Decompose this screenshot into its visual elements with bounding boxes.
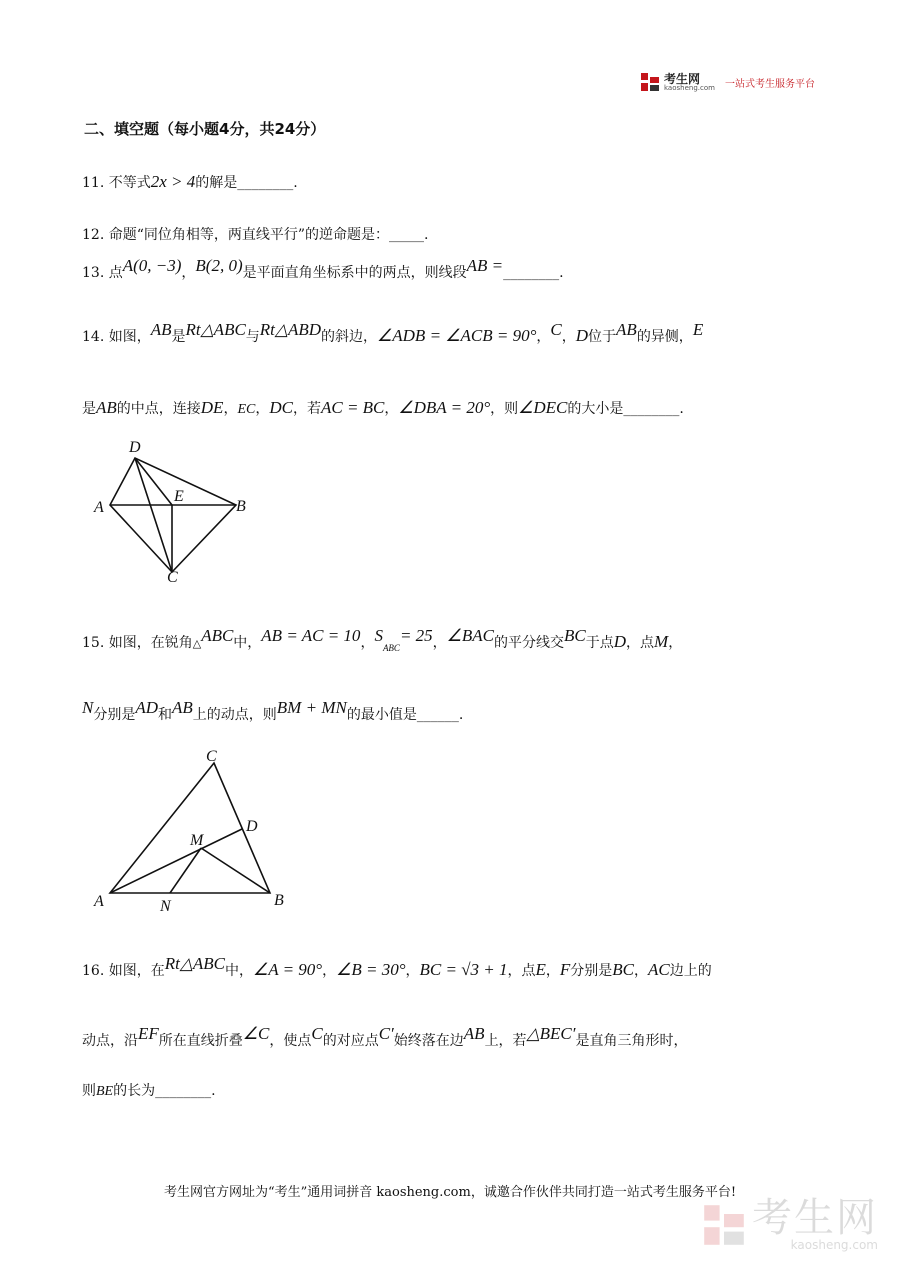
q14-text: 的异侧， bbox=[636, 329, 693, 345]
q15-text: ，点 bbox=[626, 635, 655, 651]
question-15-line-1: 15. 如图，在锐角△ABC中，AB = AC = 10，$S_{ABC}= 25$，∠BAC的平分线交BC于点D，点M， bbox=[82, 626, 683, 653]
question-12 bbox=[82, 224, 428, 244]
q16-text: 所在直线折叠 bbox=[158, 1033, 243, 1049]
q15-text: 上的动点，则 bbox=[192, 707, 277, 723]
fig15-label-m: M bbox=[190, 832, 204, 849]
q14-math: AB bbox=[150, 320, 172, 339]
q14-text: 的中点，连接 bbox=[116, 401, 201, 417]
q14-math: ∠DEC bbox=[518, 398, 568, 417]
q15-text: 于点 bbox=[585, 635, 614, 651]
q11-pre: 不等式 bbox=[108, 175, 151, 191]
q11-number: 11. bbox=[82, 175, 105, 191]
q16-text: ，使点 bbox=[269, 1033, 312, 1049]
q12-number: 12. bbox=[82, 227, 105, 243]
fig15-label-c: C bbox=[206, 748, 217, 765]
q16-math: C bbox=[311, 1024, 323, 1043]
q16-text: 中， bbox=[225, 963, 254, 979]
q15-math: BC bbox=[564, 626, 586, 645]
q15-text: 中， bbox=[233, 635, 262, 651]
q16-text: 边上的 bbox=[669, 963, 712, 979]
q15-math: ABC bbox=[382, 642, 400, 653]
q13-expr: AB = bbox=[466, 256, 504, 275]
q15-text: 和 bbox=[158, 707, 173, 723]
q14-math: C bbox=[550, 320, 562, 339]
q16-math: ∠A = 90° bbox=[253, 960, 323, 979]
question-14-line-2: 是AB的中点，连接DE，EC，DC，若AC = BC，∠DBA = 20°，则∠DEC的大小是________. bbox=[82, 398, 684, 417]
q13-sep: ， bbox=[181, 265, 196, 281]
q13-post: ________. bbox=[503, 265, 564, 281]
fig14-label-c: C bbox=[167, 569, 178, 586]
q14-math: DE bbox=[200, 398, 224, 417]
q16-text: 动点，沿 bbox=[82, 1033, 138, 1049]
q14-math: Rt△ABD bbox=[259, 320, 322, 339]
q16-text: 如图，在 bbox=[108, 963, 165, 979]
fig15-label-n: N bbox=[160, 898, 171, 915]
q14-text: 位于 bbox=[588, 329, 617, 345]
question-16-line-1: 16. 如图，在Rt△ABC中，∠A = 90°，∠B = 30°，BC = √3 + 1，点E，F分别是BC，AC边上的 bbox=[82, 954, 712, 979]
q13-pre: 点 bbox=[108, 265, 123, 281]
q14-math: Rt△ABC bbox=[185, 320, 246, 339]
q15-math: ∠BAC bbox=[446, 626, 495, 645]
figure-14 bbox=[90, 432, 260, 592]
q14-text: 的斜边， bbox=[321, 329, 378, 345]
q12-text: 命题“同位角相等，两直线平行”的逆命题是：_____. bbox=[108, 227, 429, 243]
fig14-label-d: D bbox=[129, 439, 141, 456]
q16-math: BC bbox=[612, 960, 635, 979]
q16-math: F bbox=[559, 960, 571, 979]
fig15-label-b: B bbox=[274, 892, 284, 909]
q13-mid: 是平面直角坐标系中的两点，则线段 bbox=[242, 265, 467, 281]
q16-text: 上，若 bbox=[484, 1033, 527, 1049]
fig15-label-a: A bbox=[94, 893, 104, 910]
q14-text: 与 bbox=[245, 329, 260, 345]
q14-text: ，若 bbox=[292, 401, 321, 417]
q16-text: 的长为________. bbox=[113, 1083, 216, 1099]
q14-math: D bbox=[575, 326, 589, 345]
logo-slogan: 一站式考生服务平台 bbox=[724, 78, 815, 90]
q14-math: EC bbox=[237, 402, 256, 417]
q16-text: 是直角三角形时， bbox=[575, 1033, 688, 1049]
q16-math: AC bbox=[648, 960, 670, 979]
q16-text: 始终落在边 bbox=[393, 1033, 464, 1049]
triangle-symbol-icon: △ bbox=[192, 637, 202, 650]
q16-number: 16. bbox=[82, 963, 105, 979]
q16-math: Rt△ABC bbox=[164, 954, 226, 973]
q16-text: 则 bbox=[82, 1083, 96, 1099]
q15-math: N bbox=[82, 698, 94, 717]
q13-number: 13. bbox=[82, 265, 105, 281]
question-11 bbox=[82, 172, 298, 192]
q15-number: 15. bbox=[82, 635, 105, 651]
q14-text: ，则 bbox=[490, 401, 519, 417]
q16-math: ∠B = 30° bbox=[336, 960, 406, 979]
q11-expr: 2x > 4 bbox=[150, 172, 196, 191]
question-16-line-2 bbox=[82, 1024, 688, 1050]
logo-name: 考生网 bbox=[664, 71, 701, 86]
q16-math: △BEC′ bbox=[526, 1024, 576, 1043]
q14-math: ∠DBA = 20° bbox=[398, 398, 491, 417]
watermark-domain: kaosheng.com bbox=[790, 1238, 878, 1252]
q15-text: 的平分线交 bbox=[494, 635, 565, 651]
q15-text: 分别是 bbox=[93, 707, 136, 723]
q16-text: 分别是 bbox=[570, 963, 613, 979]
kaosheng-logo-icon bbox=[640, 72, 660, 92]
q16-math: C′ bbox=[378, 1024, 394, 1043]
q16-math: BE bbox=[96, 1084, 114, 1099]
q15-math: AB = AC = 10 bbox=[261, 626, 361, 645]
question-13 bbox=[82, 256, 564, 282]
question-14-line-1: 14. 如图，AB是Rt△ABC与Rt△ABD的斜边，∠ADB = ∠ACB = 90°，C，D位于AB的异侧，E bbox=[82, 320, 704, 345]
watermark-logo-icon bbox=[702, 1203, 746, 1247]
q16-math: AB bbox=[463, 1024, 485, 1043]
q13-point-b: B(2, 0) bbox=[195, 256, 243, 275]
section-title: 二、填空题（每小题4分，共24分） bbox=[84, 120, 326, 138]
fig14-label-e: E bbox=[174, 488, 184, 505]
q14-text: 的大小是________. bbox=[567, 401, 684, 417]
q16-text: 的对应点 bbox=[322, 1033, 379, 1049]
q14-math: DC bbox=[269, 398, 293, 417]
q16-text: ，点 bbox=[507, 963, 536, 979]
q16-math: EF bbox=[138, 1024, 159, 1043]
q15-text: 的最小值是______. bbox=[346, 707, 464, 723]
header-logo bbox=[640, 72, 815, 92]
question-15-line-2 bbox=[82, 698, 464, 724]
q15-math: AB bbox=[172, 698, 193, 717]
q13-point-a: A(0, −3) bbox=[122, 256, 182, 275]
q15-text: 如图，在锐角 bbox=[108, 635, 193, 651]
watermark bbox=[702, 1195, 878, 1252]
q15-math: M bbox=[654, 632, 669, 651]
fig14-label-a: A bbox=[94, 499, 104, 516]
q14-text: 是 bbox=[82, 401, 96, 417]
q14-math: AC = BC bbox=[320, 398, 385, 417]
figure-15 bbox=[88, 742, 298, 917]
q15-math: D bbox=[613, 632, 627, 651]
q16-math: BC = √3 + 1 bbox=[419, 960, 508, 979]
q14-number: 14. bbox=[82, 329, 105, 345]
logo-domain: kaosheng.com bbox=[664, 83, 715, 92]
q14-math: AB bbox=[616, 320, 637, 339]
fig14-label-b: B bbox=[236, 498, 246, 515]
q14-math: ∠ADB = ∠ACB = 90° bbox=[377, 326, 537, 345]
q11-post: 的解是________. bbox=[195, 175, 298, 191]
fig15-label-d: D bbox=[246, 818, 258, 835]
q14-math: AB bbox=[96, 398, 117, 417]
question-16-line-3 bbox=[82, 1080, 216, 1100]
watermark-name: 考生网 bbox=[752, 1195, 878, 1241]
q14-text: 是 bbox=[171, 329, 186, 345]
q15-math: = 25 bbox=[399, 626, 433, 645]
footer-text: 考生网官方网址为“考生”通用词拼音 kaosheng.com，诚邀合作伙伴共同打造一站式考生服务平台! bbox=[163, 1185, 737, 1200]
q15-math: BM + MN bbox=[276, 698, 347, 717]
q14-math: E bbox=[692, 320, 704, 339]
q14-text: 如图， bbox=[108, 329, 151, 345]
q15-math: S bbox=[374, 626, 383, 645]
q16-math: ∠C bbox=[242, 1024, 270, 1043]
q15-math: ABC bbox=[201, 626, 234, 645]
q16-math: E bbox=[535, 960, 546, 979]
q15-math: AD bbox=[135, 698, 159, 717]
